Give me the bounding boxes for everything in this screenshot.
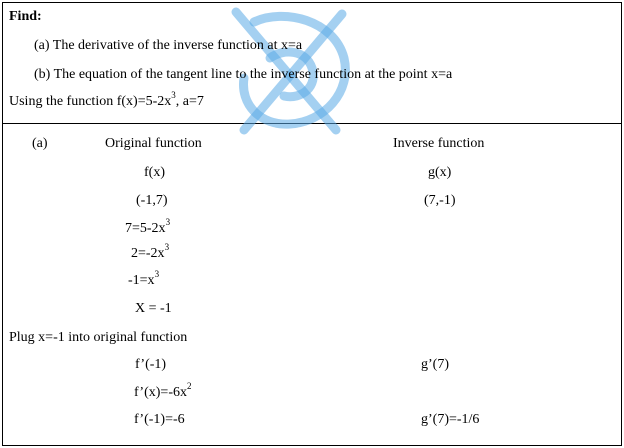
equation-step-3-text: -1=x bbox=[128, 273, 155, 288]
part-a-label: (a) bbox=[32, 136, 48, 151]
equation-step-1-text: 7=5-2x bbox=[125, 221, 166, 236]
equation-step-3 bbox=[128, 269, 160, 289]
using-function-text: Using the function f(x)=5-2x bbox=[9, 94, 172, 109]
original-derivative-value: f’(-1)=-6 bbox=[134, 412, 185, 427]
original-derivative-at-point: f’(-1) bbox=[135, 357, 167, 372]
original-point: (-1,7) bbox=[136, 193, 168, 208]
equation-step-3-exponent: 3 bbox=[154, 269, 160, 280]
using-function-a: , a=7 bbox=[175, 94, 204, 109]
original-derivative-formula-text: f’(x)=-6x bbox=[134, 385, 187, 400]
original-derivative-formula-exponent: 2 bbox=[186, 381, 192, 392]
inverse-gx: g(x) bbox=[428, 165, 452, 180]
inverse-function-header: Inverse function bbox=[393, 136, 485, 151]
original-derivative-formula bbox=[134, 381, 192, 401]
equation-step-1-exponent: 3 bbox=[165, 217, 171, 228]
find-heading: Find: bbox=[9, 9, 42, 24]
equation-step-1 bbox=[125, 217, 171, 237]
using-function-exponent: 3 bbox=[171, 90, 176, 101]
find-item-b: (b) The equation of the tangent line to the inverse function at the point x=a bbox=[34, 67, 453, 82]
equation-step-2-text: 2=-2x bbox=[131, 246, 165, 261]
equation-step-2 bbox=[131, 242, 170, 262]
equation-step-2-exponent: 3 bbox=[164, 242, 170, 253]
plug-instruction: Plug x=-1 into original function bbox=[9, 330, 188, 345]
find-item-a: (a) The derivative of the inverse function at x=a bbox=[34, 38, 303, 53]
using-function-line bbox=[9, 90, 204, 110]
inverse-point: (7,-1) bbox=[424, 193, 456, 208]
x-result: X = -1 bbox=[135, 301, 172, 316]
inverse-derivative-value: g’(7)=-1/6 bbox=[421, 412, 480, 427]
inverse-derivative-at-point: g’(7) bbox=[421, 357, 449, 372]
original-function-header: Original function bbox=[105, 136, 202, 151]
original-fx: f(x) bbox=[144, 165, 165, 180]
